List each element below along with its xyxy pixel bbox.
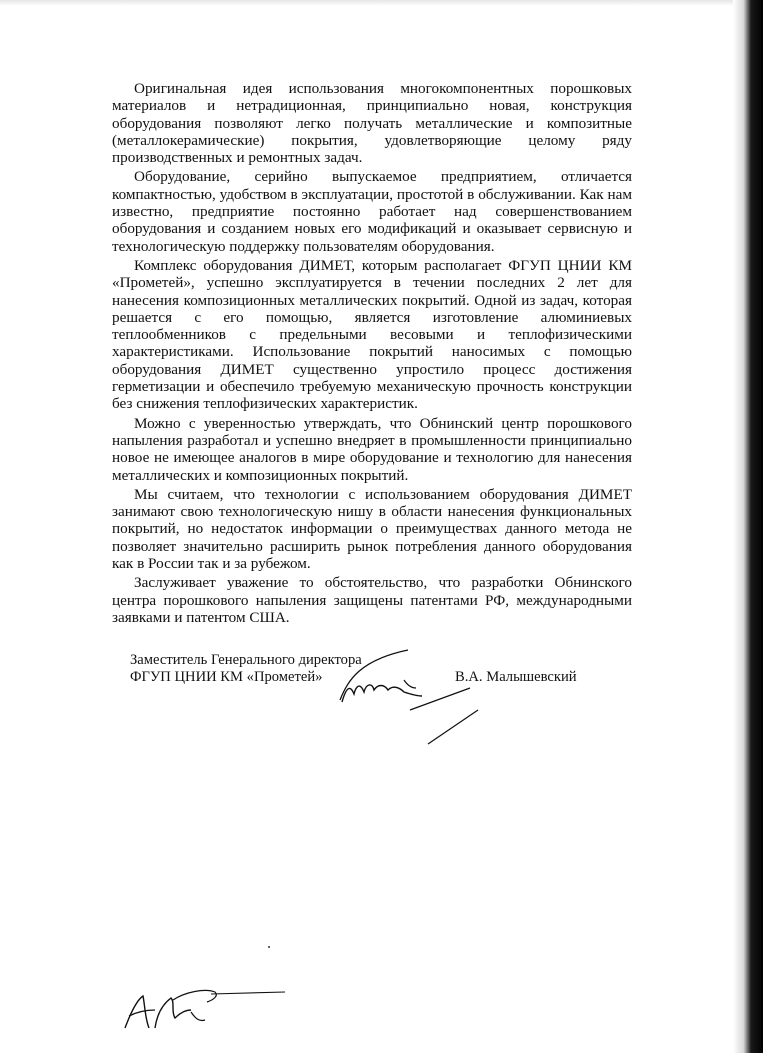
- letter-body: [112, 80, 632, 626]
- position-line-2: ФГУП ЦНИИ КМ «Прометей»: [130, 669, 323, 685]
- scan-right-edge: [733, 0, 763, 1053]
- paragraph-2: Оборудование, серийно выпускаемое предприятием, отличается компактностью, удобством в эксплуатации, простотой в обслуживании. Как нам известно, предприятие постоянно работает над совершенствованием оборудования и созданием новых его модификаций и оказывает сервисную и технологическую поддержку пользователям оборудования.: [112, 168, 632, 255]
- paragraph-4: Можно с уверенностью утверждать, что Обнинский центр порошкового напыления разработал и успешно внедряет в промышленности принципиально новое не имеющее аналогов в мире оборудование и технологию для нанесения металлических и композиционных покрытий.: [112, 414, 632, 484]
- paragraph-6: Заслуживает уважение то обстоятельство, что разработки Обнинского центра порошкового напыления защищены патентами РФ, международными заявками и патентом США.: [112, 574, 632, 626]
- scan-speck: [268, 946, 270, 948]
- paragraph-5: Мы считаем, что технологии с использованием оборудования ДИМЕТ занимают свою технологическую нишу в области нанесения функциональных покрытий, но недостаток информации о преимуществах данного метода не позволяет значительно расширить рынок потребления данного оборудования как в России так и за рубежом.: [112, 485, 632, 573]
- position-line-1: Заместитель Генерального директора: [130, 652, 362, 668]
- signatory-name: В.А. Малышевский: [455, 669, 577, 685]
- paragraph-1: Оригинальная идея использования многокомпонентных порошковых материалов и нетрадиционная, принципиально новая, конструкция оборудования позволяют легко получать металлические и композитные (металлокерамические) покрытия, удовлетворяющие целому ряду производственных и ремонтных задач.: [112, 80, 632, 167]
- handwritten-signature: [320, 640, 480, 750]
- handwritten-initials: [115, 978, 295, 1038]
- paragraph-3: Комплекс оборудования ДИМЕТ, которым располагает ФГУП ЦНИИ КМ «Прометей», успешно эксплуатируется в течении последних 2 лет для нанесения композиционных металлических покрытий. Одной из задач, которая решается с его помощью, является изготовление алюминиевых теплообменников с предельными весовыми и теплофизическими характеристиками. Использование покрытий наносимых с помощью оборудования ДИМЕТ существенно упростило процесс достижения герметизации и обеспечило требуемую механическую прочность конструкции без снижения теплофизических характеристик.: [112, 256, 632, 413]
- scan-top-edge: [0, 0, 763, 6]
